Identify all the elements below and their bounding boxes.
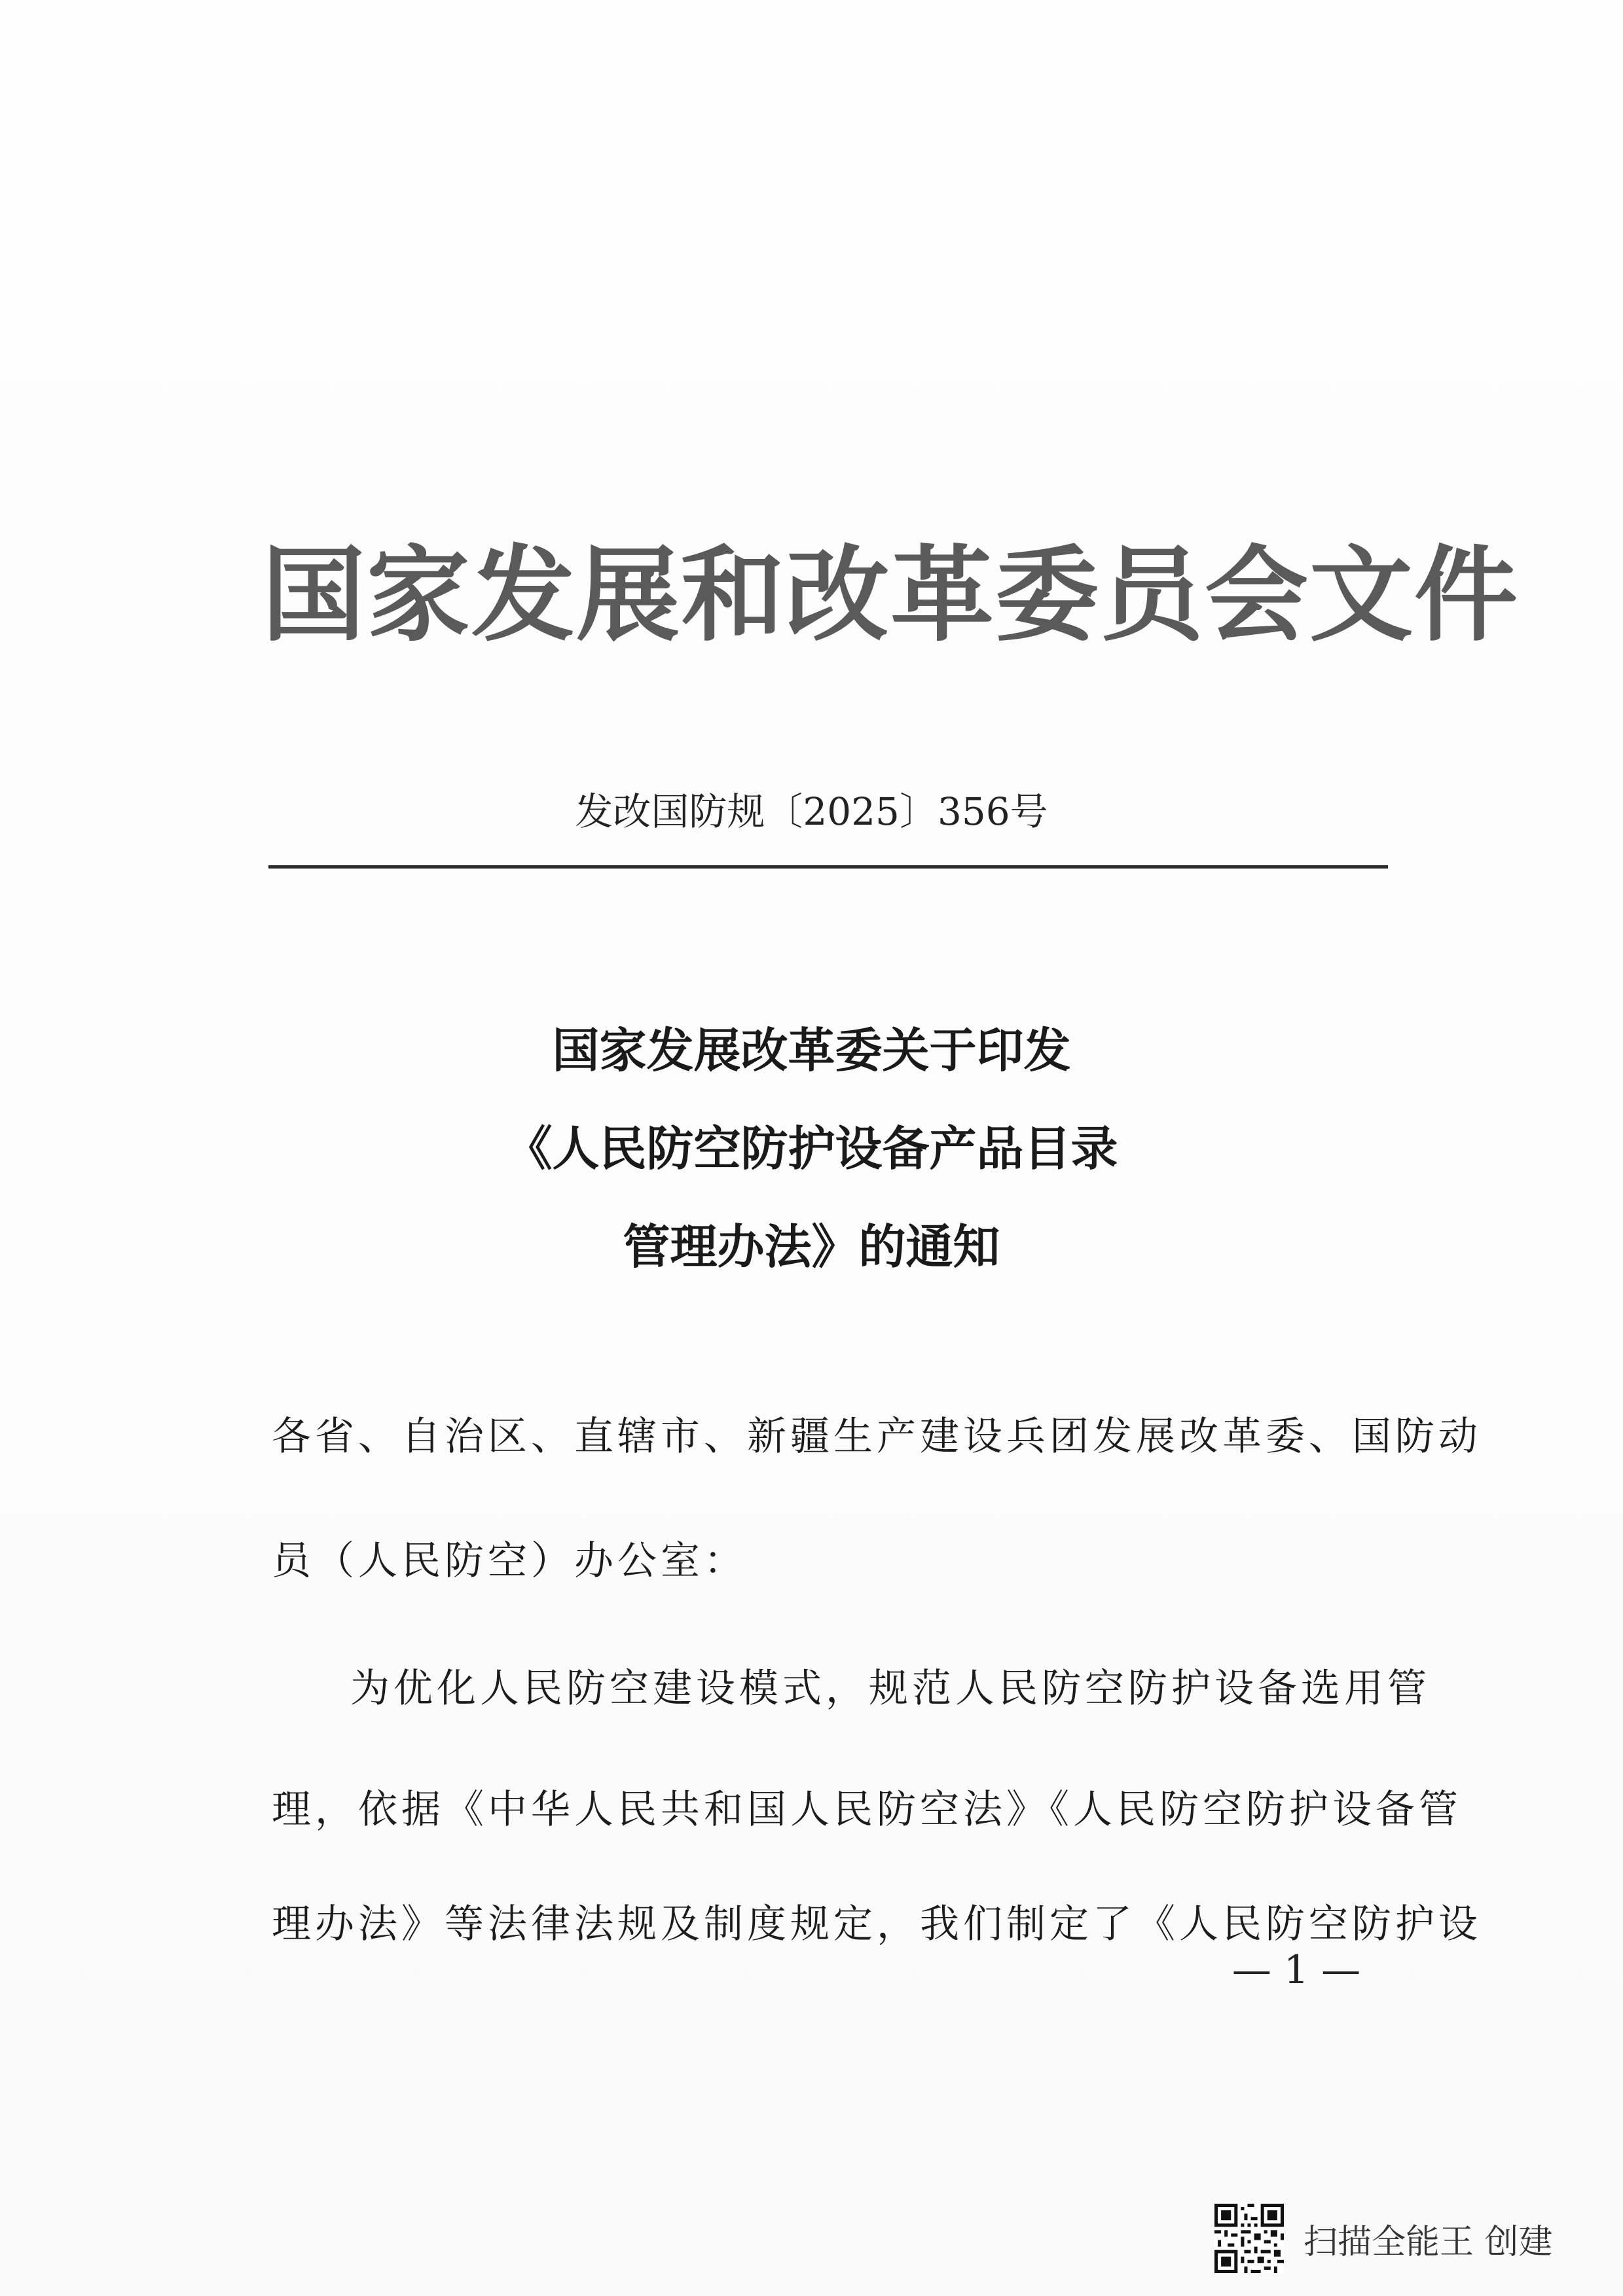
scanner-watermark	[1214, 2202, 1553, 2274]
paragraph-line-2: 理，依据《中华人民共和国人民防空法》《人民防空防护设备管	[272, 1787, 1462, 1833]
addressee-line-1: 各省、自治区、直辖市、新疆生产建设兵团发展改革委、国防动	[272, 1414, 1482, 1460]
paragraph-line-1: 为优化人民防空建设模式，规范人民防空防护设备选用管	[350, 1666, 1431, 1712]
notice-title-line-1: 国家发展改革委关于印发	[552, 1023, 1071, 1078]
header-divider	[268, 865, 1388, 869]
qr-code-icon	[1214, 2204, 1284, 2273]
notice-title	[0, 1001, 1623, 1296]
paragraph-line-3: 理办法》等法律法规及制度规定，我们制定了《人民防空防护设	[272, 1901, 1482, 1947]
page-number: — 1 —	[1231, 1947, 1361, 1993]
addressee-line-2: 员（人民防空）办公室：	[272, 1538, 747, 1584]
notice-title-line-2: 《人民防空防护设备产品目录	[505, 1121, 1118, 1176]
document-number: 发改国防规〔2025〕356号	[575, 789, 1048, 834]
notice-title-line-3: 管理办法》的通知	[623, 1219, 1000, 1274]
issuing-authority-title: 国家发展和改革委员会文件	[262, 535, 1519, 656]
watermark-text: 扫描全能王 创建	[1304, 2222, 1553, 2262]
